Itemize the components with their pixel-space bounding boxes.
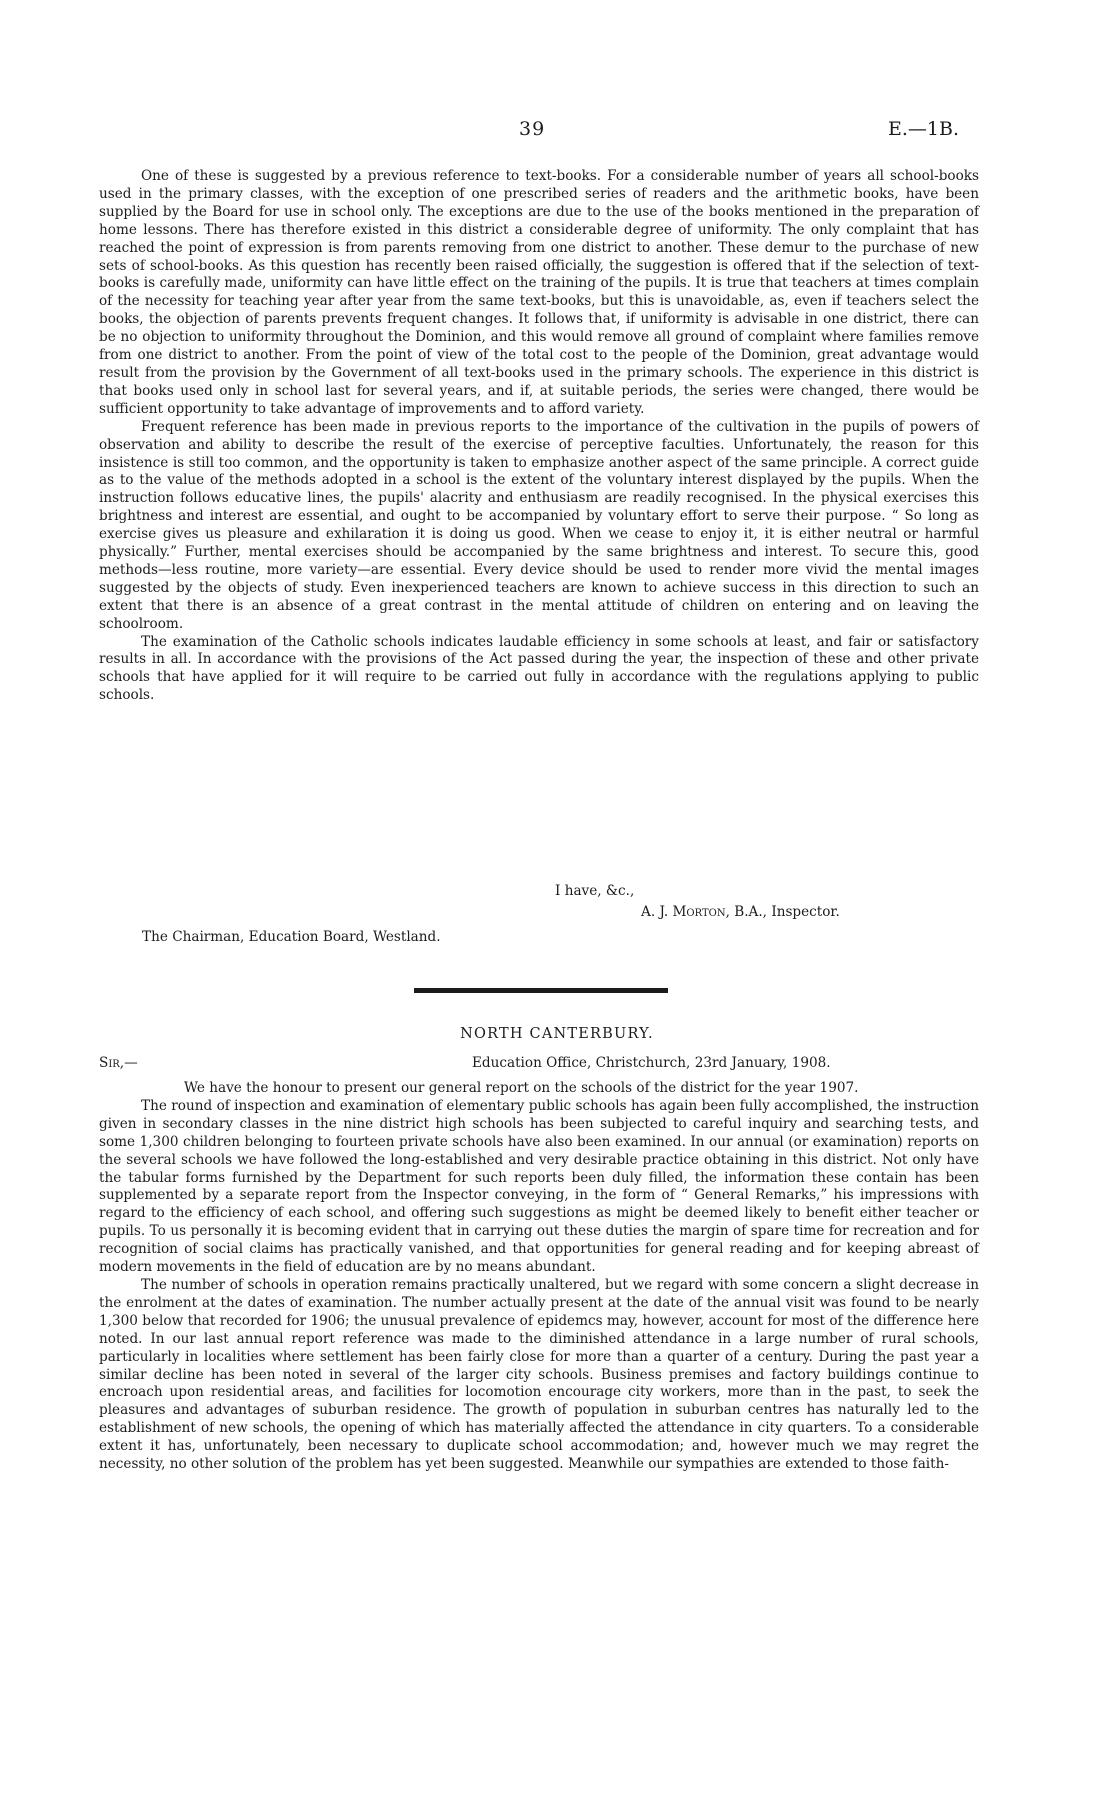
- paragraph-inspection: The round of inspection and examination of elementary public schools has again been fully accomplished, the instruction given in secondary classes in the nine district high schools has been subjected to careful inquiry and searching tests, and some 1,300 children belonging to fourteen private schools have also been examined. In our annual (or examination) reports on the several schools we have followed the long-established and very desirable practice obtaining in this district. Not only have the tabular forms furnished by the Department for such reports been duly filled, the information these contain has been supplemented by a separate report from the Inspector conveying, in the form of “ General Remarks,” his impressions with regard to the efficiency of each school, and offering such suggestions as might be deemed likely to benefit either teacher or pupils. To us personally it is becoming evident that in carrying out these duties the margin of spare time for recreation and for recognition of social claims has practically vanished, and that opportunities for general reading and for keeping abreast of modern movements in the field of education are by no means abundant.: [99, 1097, 979, 1276]
- paragraph-voluntary-interest: Frequent reference has been made in previous reports to the importance of the cultivation in the pupils of powers of observation and ability to describe the result of the exercise of perceptive faculties. Unfortunately, the reason for this insistence is still too common, and the opportunity is taken to emphasize another aspect of the same principle. A correct guide as to the value of the methods adopted in a school is the extent of the voluntary interest displayed by the pupils. When the instruction follows educative lines, the pupils' alacrity and enthusiasm are readily recognised. In the physical exercises this brightness and interest are essential, and ought to be accompanied by voluntary effort to serve their purpose. “ So long as exercise gives us pleasure and exhilaration it is doing us good. When we cease to enjoy it, it is either neutral or harmful physically.” Further, mental exercises should be accompanied by the same brightness and interest. To secure this, good methods—less routine, more variety—are essential. Every device should be used to render more vivid the mental images suggested by the objects of study. Even inexperienced teachers are known to achieve success in this direction to such an extent that there is an absence of a great contrast in the mental attitude of children on entering and on leaving the schoolroom.: [99, 418, 979, 632]
- signatory-title: , B.A., Inspector.: [725, 904, 840, 920]
- page-number: 39: [519, 118, 546, 140]
- dateline: Education Office, Christchurch, 23rd January, 1908.: [472, 1055, 831, 1071]
- paragraph-catholic-schools: The examination of the Catholic schools indicates laudable efficiency in some schools at least, and fair or satisfactory results in all. In accordance with the provisions of the Act passed during the year, the inspection of these and other private schools that have applied for it will require to be carried out fully in accordance with the regulations applying to public schools.: [99, 633, 979, 704]
- opening-sentence: We have the honour to present our general report on the schools of the district for the year 1907.: [184, 1080, 859, 1096]
- addressee: The Chairman, Education Board, Westland.: [142, 929, 441, 945]
- north-canterbury-report-body: [99, 1080, 979, 1474]
- document-code: E.—1B.: [888, 118, 959, 140]
- salutation: Sir,—: [99, 1055, 138, 1071]
- signature-line: [641, 904, 840, 920]
- section-divider: [414, 988, 668, 993]
- paragraph-text-books: One of these is suggested by a previous reference to text-books. For a considerable number of years all school-books used in the primary classes, with the exception of one prescribed series of readers and the arithmetic books, have been supplied by the Board for use in school only. The exceptions are due to the use of the books mentioned in the preparation of home lessons. There has therefore existed in this district a considerable degree of uniformity. The only complaint that has reached the point of expression is from parents removing from one district to another. These demur to the purchase of new sets of school-books. As this question has recently been raised officially, the suggestion is offered that if the selection of text-books is carefully made, uniformity can have little effect on the training of the pupils. It is true that teachers at times complain of the necessity for teaching year after year from the same text-books, but this is unavoidable, as, even if teachers select the books, the objection of parents prevents frequent changes. It follows that, if uniformity is advisable in one district, there can be no objection to uniformity throughout the Dominion, and this would remove all ground of complaint where families remove from one district to another. From the point of view of the total cost to the people of the Dominion, great advantage would result from the provision by the Government of all text-books used in the primary schools. The experience in this district is that books used only in school last for several years, and if, at suitable periods, the series were changed, there would be sufficient opportunity to take advantage of improvements and to afford variety.: [99, 168, 979, 417]
- signatory-name: A. J. Morton: [641, 904, 726, 920]
- closing-formula: I have, &c.,: [555, 883, 635, 899]
- section-heading: NORTH CANTERBURY.: [460, 1026, 654, 1042]
- paragraph-enrolment: The number of schools in operation remains practically unaltered, but we regard with some concern a slight decrease in the enrolment at the dates of examination. The number actually present at the date of the annual visit was found to be nearly 1,300 below that recorded for 1906; the unusual prevalence of epidemcs may, however, account for most of the difference here noted. In our last annual report reference was made to the diminished attendance in a large number of rural schools, particularly in localities where settlement has been fairly close for more than a quarter of a century. During the past year a similar decline has been noted in several of the larger city schools. Business premises and factory buildings continue to encroach upon residential areas, and facilities for locomotion encourage city workers, more than in the past, to seek the pleasures and advantages of suburban residence. The growth of population in suburban centres has naturally led to the establishment of new schools, the opening of which has materially affected the attendance in city quarters. To a considerable extent it has, unfortunately, been necessary to duplicate school accommodation; and, however much we may regret the necessity, no other solution of the problem has yet been suggested. Meanwhile our sympathies are extended to those faith-: [99, 1276, 979, 1473]
- westland-report-body: [99, 168, 979, 705]
